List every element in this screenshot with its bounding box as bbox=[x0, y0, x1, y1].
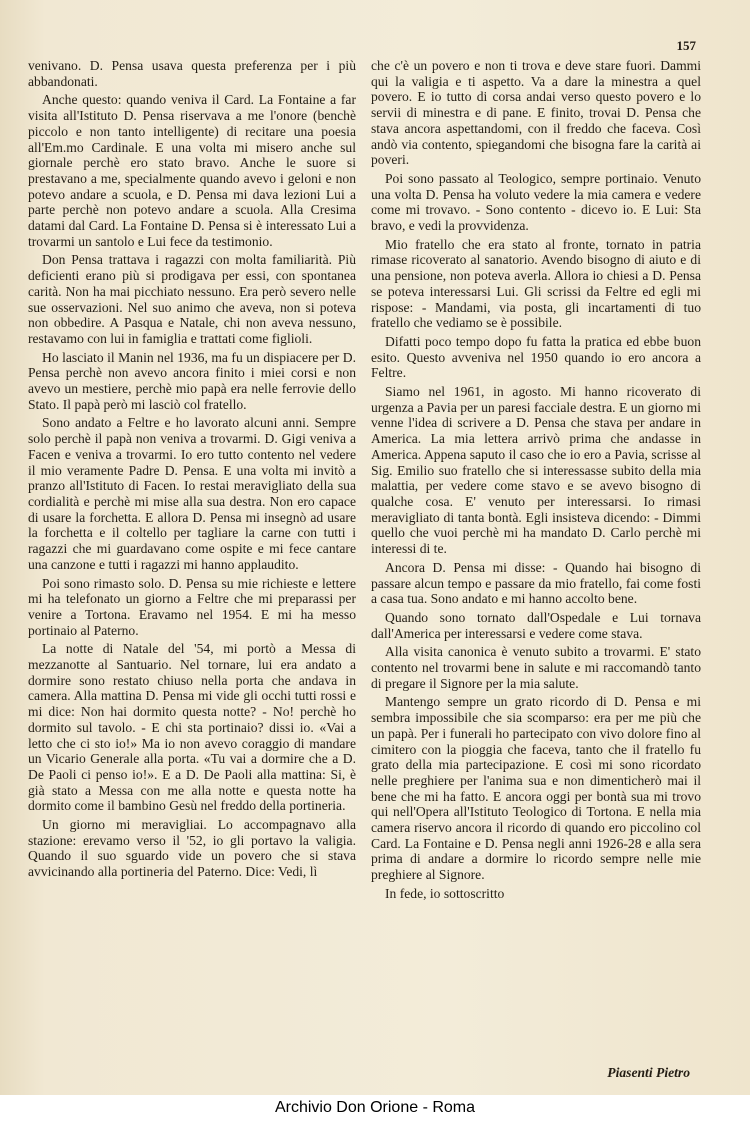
paragraph: Siamo nel 1961, in agosto. Mi hanno ricoverato di urgenza a Pavia per un paresi facciale destra. E un giorno mi venne l'idea di scrivere a D. Pensa che stava per andare in America. La mia lettera arrivò prima che andasse in America. Appena saputo il caso che io ero a Pavia, scrisse al Sig. Emilio suo fratello che si interessasse subito della mia malattia, per vedere come stavo e se avevo bisogno di qualche cosa. E' venuto per interessarsi. Io rimasi meravigliato di tanta bontà. Egli insisteva dicendo: - Dimmi quello che vuoi perchè mi ha mandato D. Carlo perchè mi interessi di te. bbox=[371, 384, 701, 557]
paragraph: Don Pensa trattava i ragazzi con molta familiarità. Più deficienti erano più si prodigava per essi, con spontanea carità. Non ha mai picchiato nessuno. Era però severo nelle sue osservazioni. Nel suo animo che aveva, non si poteva non obbedire. A Pasqua e Natale, chi non aveva nessuno, restavamo con lui in famiglia e trattati come figlioli. bbox=[28, 252, 356, 346]
paragraph: Poi sono rimasto solo. D. Pensa su mie richieste e lettere mi ha telefonato un giorno a Feltre che mi preparassi per venire a Tortona. Eravamo nel 1954. E mi ha messo portinaio al Paterno. bbox=[28, 575, 356, 638]
paragraph: La notte di Natale del '54, mi portò a Messa di mezzanotte al Santuario. Nel tornare, lui era andato a dormire sono restato chiuso nella porta che andava in camera. Alla mattina D. Pensa mi vide gli occhi tutti rossi e mi dice: Non hai dormito questa notte? - No! perchè ho dormito sul tavolo. - E chi sta portinaio? dissi io. «Vai a letto che ci sto io!» Ma io non avevo coraggio di mandare un Vicario Generale alla porta. «Tu vai a dormire che a D. De Paoli ci penso io!». E a D. De Paoli alla mattina: Si, è già stato a Messa con me alla notte e questa notte ha dormito come il bambino Gesù nel freddo della portineria. bbox=[28, 641, 356, 814]
paragraph: Difatti poco tempo dopo fu fatta la pratica ed ebbe buon esito. Questo avveniva nel 1950 quando io ero ancora a Feltre. bbox=[371, 333, 701, 381]
paragraph: Ancora D. Pensa mi disse: - Quando hai bisogno di passare alcun tempo e passare da mio fratello, fai come fosti a casa tua. Sono andato e mi hanno accolto bene. bbox=[371, 559, 701, 607]
paragraph: che c'è un povero e non ti trova e deve stare fuori. Dammi qui la valigia e ti aspetto. Va a dare la minestra a quel povero. E io tutto di corsa andai verso questo povero e lo servii di minestra e di pane. E finito, trovai D. Pensa che stava ancora aspettandomi, con il freddo che faceva. Così andò via contento, spiegandomi che bisogna fare la carità ai poveri. bbox=[371, 58, 701, 168]
paragraph: Anche questo: quando veniva il Card. La Fontaine a far visita all'Istituto D. Pensa riservava a me l'onore (benchè piccolo e non tanto intelligente) di recitare una poesia all'Em.mo Cardinale. E una volta mi misero anche sul giornale perchè ero stato bravo. Anche le suore si prestavano a me, specialmente quando avevo i geloni e non potevo andare a scuola, e D. Pensa mi dava lezioni Lui a parte perchè non potevo andare a scuola. Alla Cresima datami dal Card. La Fontaine D. Pensa si è interessato Lui a trovarmi un santolo e Lui fece da testimonio. bbox=[28, 92, 356, 249]
left-column bbox=[28, 58, 356, 883]
archive-footer bbox=[0, 1095, 750, 1122]
paragraph: Sono andato a Feltre e ho lavorato alcuni anni. Sempre solo perchè il papà non veniva a trovarmi. D. Gigi veniva a Facen e veniva a trovarmi. Io ero tutto contento nel vedere il mio veramente Padre D. Pensa. E una volta mi invitò a pranzo all'Istituto di Facen. Io restai meravigliato della sua cordialità e perchè mi mise alla sua destra. Non ero capace di usare la forchetta. E allora D. Pensa mi insegnò ad usare la forchetta e il coltello per tagliare la carne con tutti i ragazzi che mi guardavano come ospite e mi fece cantare una canzone e tutti i ragazzi mi hanno applaudito. bbox=[28, 415, 356, 572]
paragraph: Quando sono tornato dall'Ospedale e Lui tornava dall'America per interessarsi e vedere come stava. bbox=[371, 609, 701, 641]
page-number: 157 bbox=[676, 38, 696, 53]
paragraph: Mio fratello che era stato al fronte, tornato in patria rimase ricoverato al sanatorio. Avendo bisogno di aiuto e di una pensione, non poteva averla. Allora io chiesi a D. Pensa se poteva interessarsi Lui. Gli scrissi da Feltre ed egli mi rispose: - Mandami, via posta, gli incartamenti di tuo fratello che vediamo se è possibile. bbox=[371, 236, 701, 331]
paragraph: Ho lasciato il Manin nel 1936, ma fu un dispiacere per D. Pensa perchè non avevo ancora finito i miei corsi e non avevo un mestiere, perchè mio papà era nelle ferrovie dello Stato. Il papà però mi lasciò col fratello. bbox=[28, 349, 356, 412]
paragraph: In fede, io sottoscritto bbox=[385, 885, 505, 901]
paragraph: venivano. D. Pensa usava questa preferenza per i più abbandonati. bbox=[28, 58, 356, 89]
paragraph: Mantengo sempre un grato ricordo di D. Pensa e mi sembra impossibile che sia scomparso: era per me più che un papà. Per i funerali ho partecipato con vivo dolore fino al cimitero con la pioggia che faceva, tanto che il fratello fu grato della mia partecipazione. E così mi sono ricordato nelle preghiere per l'anima sua e non dimenticherò mai il bene che mi ha fatto. E ancora oggi per bontà sua mi trovo qui nell'Opera all'Istituto Teologico di Tortona. E nella mia camera riservo ancora il ricordo di quando ero piccolino col Card. La Fontaine e D. Pensa negli anni 1926-28 e alla sera prima di andare a dormire lo ricordo sempre nelle mie preghiere al Signore. bbox=[371, 694, 701, 883]
paragraph: Alla visita canonica è venuto subito a trovarmi. E' stato contento nel trovarmi bene in salute e mi raccomandò tanto di pregare il Signore per la mia salute. bbox=[371, 644, 701, 691]
signature: Piasenti Pietro bbox=[607, 1065, 690, 1080]
paragraph: Un giorno mi meravigliai. Lo accompagnavo alla stazione: erevamo verso il '52, io gli portavo la valigia. Quando il suo sguardo vide un povero che si stava avvicinando alla portineria del Paterno. Dice: Vedi, lì bbox=[28, 817, 356, 880]
paragraph: Poi sono passato al Teologico, sempre portinaio. Venuto una volta D. Pensa ha voluto vedere la mia camera e vedere come mi trovavo. - Sono contento - dicevo io. E Lui: Sta bravo, e vedi la provvidenza. bbox=[371, 170, 701, 234]
right-column bbox=[371, 58, 701, 905]
footer-text: Archivio Don Orione - Roma bbox=[274, 1099, 476, 1116]
